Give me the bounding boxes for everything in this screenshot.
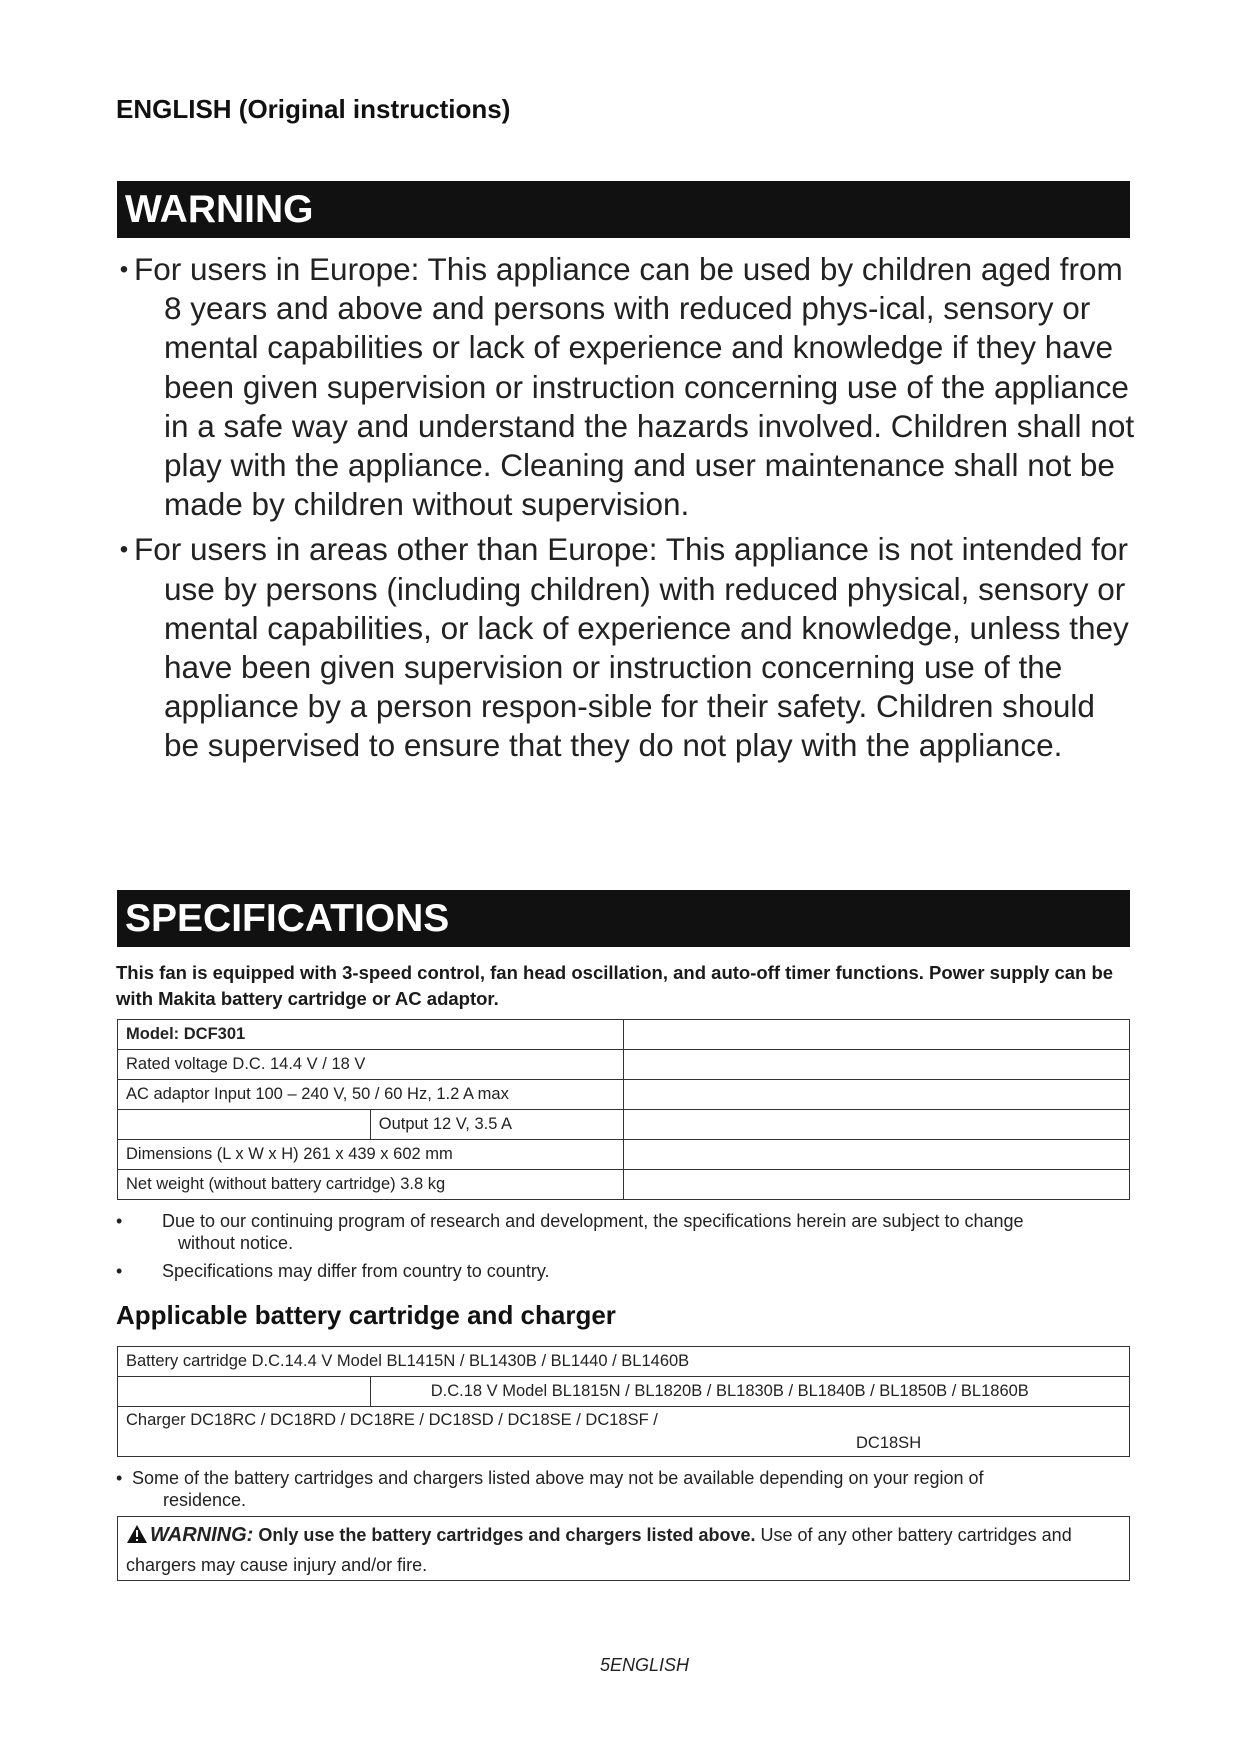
table-cell-empty xyxy=(623,1170,1129,1200)
spec-rated-voltage: Rated voltage D.C. 14.4 V / 18 V xyxy=(118,1050,624,1080)
table-row xyxy=(118,1020,1130,1050)
note-item: • Due to our continuing program of research and development, the specifications herein are subject to change without notice. xyxy=(116,1211,1024,1253)
table-cell-empty xyxy=(623,1050,1129,1080)
warning-heading: WARNING xyxy=(117,181,1130,238)
battery-note: • Some of the battery cartridges and chargers listed above may not be available depending on your region of residence. xyxy=(116,1468,984,1510)
bullet-dot: • xyxy=(116,1468,123,1488)
spec-net-weight: Net weight (without battery cartridge) 3.8 kg xyxy=(118,1170,624,1200)
warning-bullet-list xyxy=(116,250,1136,772)
warning-rest-text: Use of any other battery cartridges and chargers may cause injury and/or fire. xyxy=(126,1525,1072,1575)
table-cell-empty xyxy=(623,1110,1129,1140)
table-row xyxy=(118,1347,1130,1377)
table-cell-empty xyxy=(118,1110,371,1140)
warning-label: WARNING: xyxy=(150,1524,254,1546)
spec-dimensions: Dimensions (L x W x H) 261 x 439 x 602 mm xyxy=(118,1140,624,1170)
page-title: ENGLISH (Original instructions) xyxy=(116,94,511,124)
bullet-dot: • xyxy=(116,1261,123,1281)
specifications-table xyxy=(117,1019,1130,1200)
spec-ac-adaptor-input: AC adaptor Input 100 – 240 V, 50 / 60 Hz, 1.2 A max xyxy=(118,1080,624,1110)
table-row xyxy=(118,1170,1130,1200)
battery-table xyxy=(117,1346,1130,1457)
battery-row-18v: D.C.18 V Model BL1815N / BL1820B / BL1830B / BL1840B / BL1850B / BL1860B xyxy=(370,1377,1129,1407)
table-cell-empty xyxy=(623,1020,1129,1050)
warning-bullet-europe: • For users in Europe: This appliance can be used by children aged from 8 years and above and persons with reduced phys-ical, sensory or mental capabilities or lack of experience and knowledge if they have been given supervision or instruction concerning use of the appliance in a safe way and understand the hazards involved. Children shall not play with the appliance. Cleaning and user maintenance shall not be made by children without supervision. xyxy=(116,250,1136,524)
specifications-intro: This fan is equipped with 3-speed control, fan head oscillation, and auto-off timer functions. Power supply can be with Makita battery cartridge or AC adaptor. xyxy=(116,962,1114,1009)
bullet-dot: • xyxy=(116,1211,123,1231)
spec-ac-adaptor-output: Output 12 V, 3.5 A xyxy=(370,1110,623,1140)
table-row xyxy=(118,1140,1130,1170)
note-item: • Specifications may differ from country to country. xyxy=(116,1261,550,1281)
specifications-heading: SPECIFICATIONS xyxy=(117,890,1130,947)
table-row xyxy=(118,1110,1130,1140)
warning-bullet-other-areas: • For users in areas other than Europe: This appliance is not intended for use by persons (including children) with reduced physical, sensory or mental capabilities, or lack of experience and knowledge, unless they have been given supervision or instruction concerning use of the appliance by a person respon-sible for their safety. Children should be supervised to ensure that they do not play with the appliance. xyxy=(116,530,1136,765)
battery-heading: Applicable battery cartridge and charger xyxy=(116,1300,616,1330)
table-cell-empty xyxy=(623,1080,1129,1110)
bullet-dot: • xyxy=(119,256,129,283)
table-cell-empty xyxy=(623,1140,1129,1170)
warning-bold-text: Only use the battery cartridges and chargers listed above. xyxy=(258,1525,756,1545)
warning-triangle-icon xyxy=(126,1524,148,1552)
table-row xyxy=(118,1377,1130,1407)
table-row xyxy=(118,1050,1130,1080)
specifications-notes xyxy=(116,1210,1136,1288)
table-cell-empty xyxy=(118,1377,371,1407)
bullet-dot: • xyxy=(119,536,129,564)
table-row xyxy=(118,1407,1130,1457)
page-footer: 5ENGLISH xyxy=(600,1655,690,1675)
battery-warning-box xyxy=(117,1516,1130,1581)
battery-row-14v: Battery cartridge D.C.14.4 V Model BL1415N / BL1430B / BL1440 / BL1460B xyxy=(118,1347,1130,1377)
charger-row: Charger DC18RC / DC18RD / DC18RE / DC18SD / DC18SE / DC18SF / DC18SH xyxy=(118,1407,1130,1457)
spec-model: Model: DCF301 xyxy=(118,1020,624,1050)
table-row xyxy=(118,1080,1130,1110)
